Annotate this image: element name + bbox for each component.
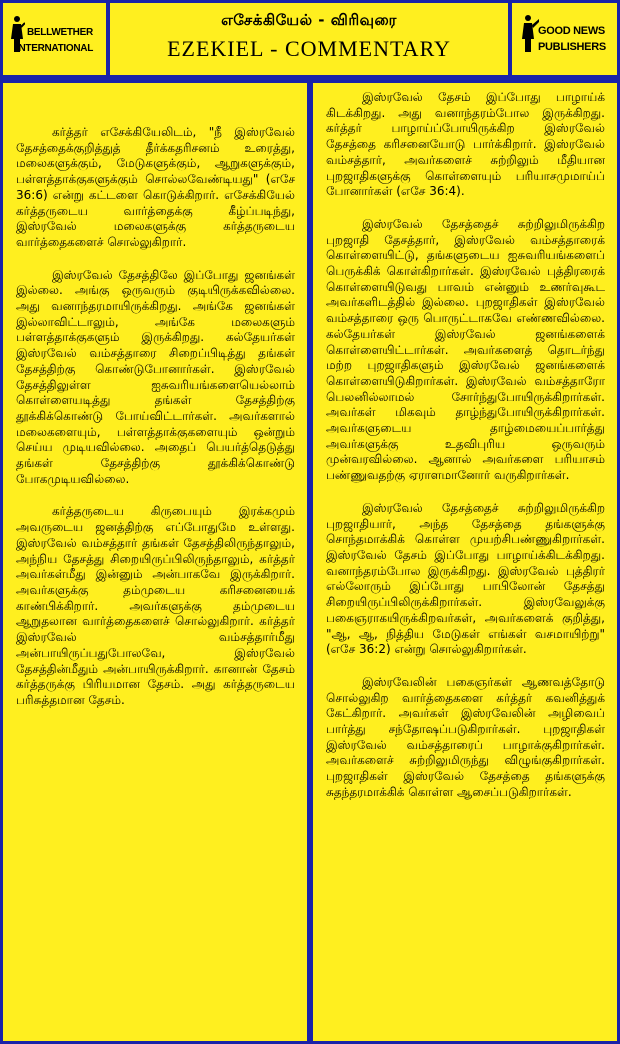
title-box [110,3,508,75]
paragraph: கர்த்தர் எசேக்கியேலிடம், "நீ இஸ்ரவேல் தேசத்தைக்குறித்துத் தீர்க்கதரிசனம் உரைத்து, மலைகளுக்கும், மேடுகளுக்கும், ஆறுகளுக்கும், பள்ளத்தாக்குகளுக்கும் சொல்லவேண்டியது" (எசே 36:6) என்று கட்டளை கொடுக்கிறார். எசேக்கியேல் கர்த்தருடைய வார்த்தைக்கு கீழ்ப்படிந்து, இஸ்ரவேல் மலைகளுக்கு கர்த்தருடைய வார்த்தைகளைச் சொல்லுகிறார். [16,125,295,249]
paragraph: இஸ்ரவேலின் பகைஞர்கள் ஆணவத்தோடு சொல்லுகிற வார்த்தைகளை கர்த்தர் கவனித்துக் கேட்கிறார். அவர்கள் இஸ்ரவேலின் அழிவைப் பார்த்து சந்தோஷப்படுகிறார்கள். புறஜாதிகள் இஸ்ரவேல் வம்சத்தாரைப் பாழாக்குகிறார்கள். அவர்களைச் சுற்றிலுமிருந்து விழுங்குகிறார்கள். புறஜாதிகள் இஸ்ரவேல் தேசத்தை தங்களுக்கு சுதந்தரமாக்கிக் கொள்ள ஆசைப்படுகிறார்கள். [326,674,605,799]
left-logo-line2: INTERNATIONAL [16,43,94,54]
right-logo-line1: GOOD NEWS [538,25,605,37]
page-header [0,0,620,79]
bellwether-logo [3,3,106,75]
paragraph: இஸ்ரவேல் தேசத்தைச் சுற்றிலுமிருக்கிற புறஜாதி தேசத்தார், இஸ்ரவேல் வம்சத்தாரைக் கொள்ளையிட்டு, தங்களுடைய ஐசுவரியங்களைப் பெருக்கிக் கொள்கிறார்கள். இஸ்ரவேல் புத்திரரைக் கொள்ளையிடுவது பாவம் என்னும் உணர்வுகூட அவர்களிடத்தில் இல்லை. புறஜாதிகள் இஸ்ரவேல் வம்சத்தாரை ஒரு பொருட்டாகவே எண்ணவில்லை. கல்தேயர்கள் இஸ்ரவேல் ஜனங்களைக் கொள்ளையிட்டார்கள். அவர்களைத் தொடர்ந்து மற்ற புறஜாதிகளும் இஸ்ரவேல் ஜனங்களைக் கொள்ளையிடுகிறார்கள். இஸ்ரவேல் வம்சத்தாரோ பெலனில்லாமல் சோர்ந்துபோயிருக்கிறார்கள். அவர்கள் மிகவும் தாழ்ந்துபோயிருக்கிறார்கள். அவர்களுடைய தாழ்மையைப்பார்த்து அவர்களுக்கு உதவிபுரிய ஒருவரும் முன்வரவில்லை. ஆனால் அவர்களை பரியாசம் பண்ணுவதற்கு ஏராளமானோர் வருகிறார்கள். [326,216,605,483]
paragraph: கர்த்தருடைய கிருபையும் இரக்கமும் அவருடைய ஜனத்திற்கு எப்போதுமே உள்ளது. இஸ்ரவேல் வம்சத்தார் தங்கள் தேசத்திலிருந்தாலும், அந்நிய தேசத்து சிறையிருப்பிலிருந்தாலும், கர்த்தர் அவர்கள்மீது இன்னும் அன்பாகவே இருக்கிறார். அவர்களுக்கு தம்முடைய கரிசனையைக் காண்பிக்கிறார். அவர்களுக்கு தம்முடைய ஆறுதலான வார்த்தைகளைச் சொல்லுகிறார். கர்த்தர் இஸ்ரவேல் வம்சத்தார்மீது அன்பாயிருப்பதுபோலவே, இஸ்ரவேல் தேசத்தின்மீதும் அன்பாயிருக்கிறார். கானான் தேசம் கர்த்தருக்கு பிரியமான தேசம். அது கர்த்தருடைய பரிசுத்தமான தேசம். [16,504,295,707]
left-column [3,83,307,1041]
left-logo-line1: BELLWETHER [27,27,93,38]
good-news-logo [512,3,617,75]
right-logo-line2: PUBLISHERS [538,41,606,53]
title-english: EZEKIEL - COMMENTARY [167,36,451,61]
paragraph: இஸ்ரவேல் தேசம் இப்போது பாழாய்க் கிடக்கிறது. அது வனாந்தரம்போல இருக்கிறது. கர்த்தர் பாழாய்ப்போயிருக்கிற இஸ்ரவேல் தேசத்தை கரிசனையோடு பார்க்கிறார். இஸ்ரவேல் வம்சத்தார், அவர்களைச் சுற்றிலும் மீதியான புறஜாதிகளுக்கு கொள்ளையும் பரியாசமுமாய்ப் போனார்கள் (எசே 36:4). [326,90,605,199]
herald-figure-icon [518,13,540,53]
right-column [313,83,617,1041]
title-tamil: எசேக்கியேல் - விரிவுரை [221,11,397,29]
paragraph: இஸ்ரவேல் தேசத்தைச் சுற்றிலுமிருக்கிற புறஜாதியார், அந்த தேசத்தை தங்களுக்கு சொந்தமாக்கிக் கொள்ள முயற்சிபண்ணுகிறார்கள். இஸ்ரவேல் தேசம் இப்போது பாழாய்க்கிடக்கிறது. வனாந்தரம்போல இருக்கிறது. இஸ்ரவேல் புத்திரர் எல்லோரும் இப்போது பாபிலோன் தேசத்து சிறையிருப்பிலிருக்கிறார்கள். இஸ்ரவேலுக்கு பகைஞராகயிருக்கிறவர்கள், அவர்களைக் குறித்து, "ஆ, ஆ, நித்திய மேடுகள் எங்கள் வசமாயிற்று" (எசே 36:2) என்று சொல்லுகிறார்கள். [326,500,605,657]
paragraph: இஸ்ரவேல் தேசத்திலே இப்போது ஜனங்கள் இல்லை. அங்கு ஒருவரும் குடியிருக்கவில்லை. அது வனாந்தரமாயிருக்கிறது. அங்கே ஜனங்கள் இல்லாவிட்டாலும், அங்கே மலைகளும் பள்ளத்தாக்குகளும் இருக்கிறது. கல்தேயர்கள் இஸ்ரவேல் வம்சத்தாரை சிறைப்பிடித்து தங்கள் தேசத்திற்கு கொண்டுபோனார்கள். இஸ்ரவேல் தேசத்திலுள்ள ஐசுவரியங்களையெல்லாம் கொள்ளையடித்து தங்கள் தேசத்திற்கு தூக்கிக்கொண்டு போய்விட்டார்கள். அவர்களால் மலைகளையும், பள்ளத்தாக்குகளையும் ஒன்றும் செய்ய முடியவில்லை. அதைப் பெயர்த்தெடுத்து தங்கள் தேசத்திற்கு தூக்கிக்கொண்டு போகமுடியவில்லை. [16,267,295,486]
